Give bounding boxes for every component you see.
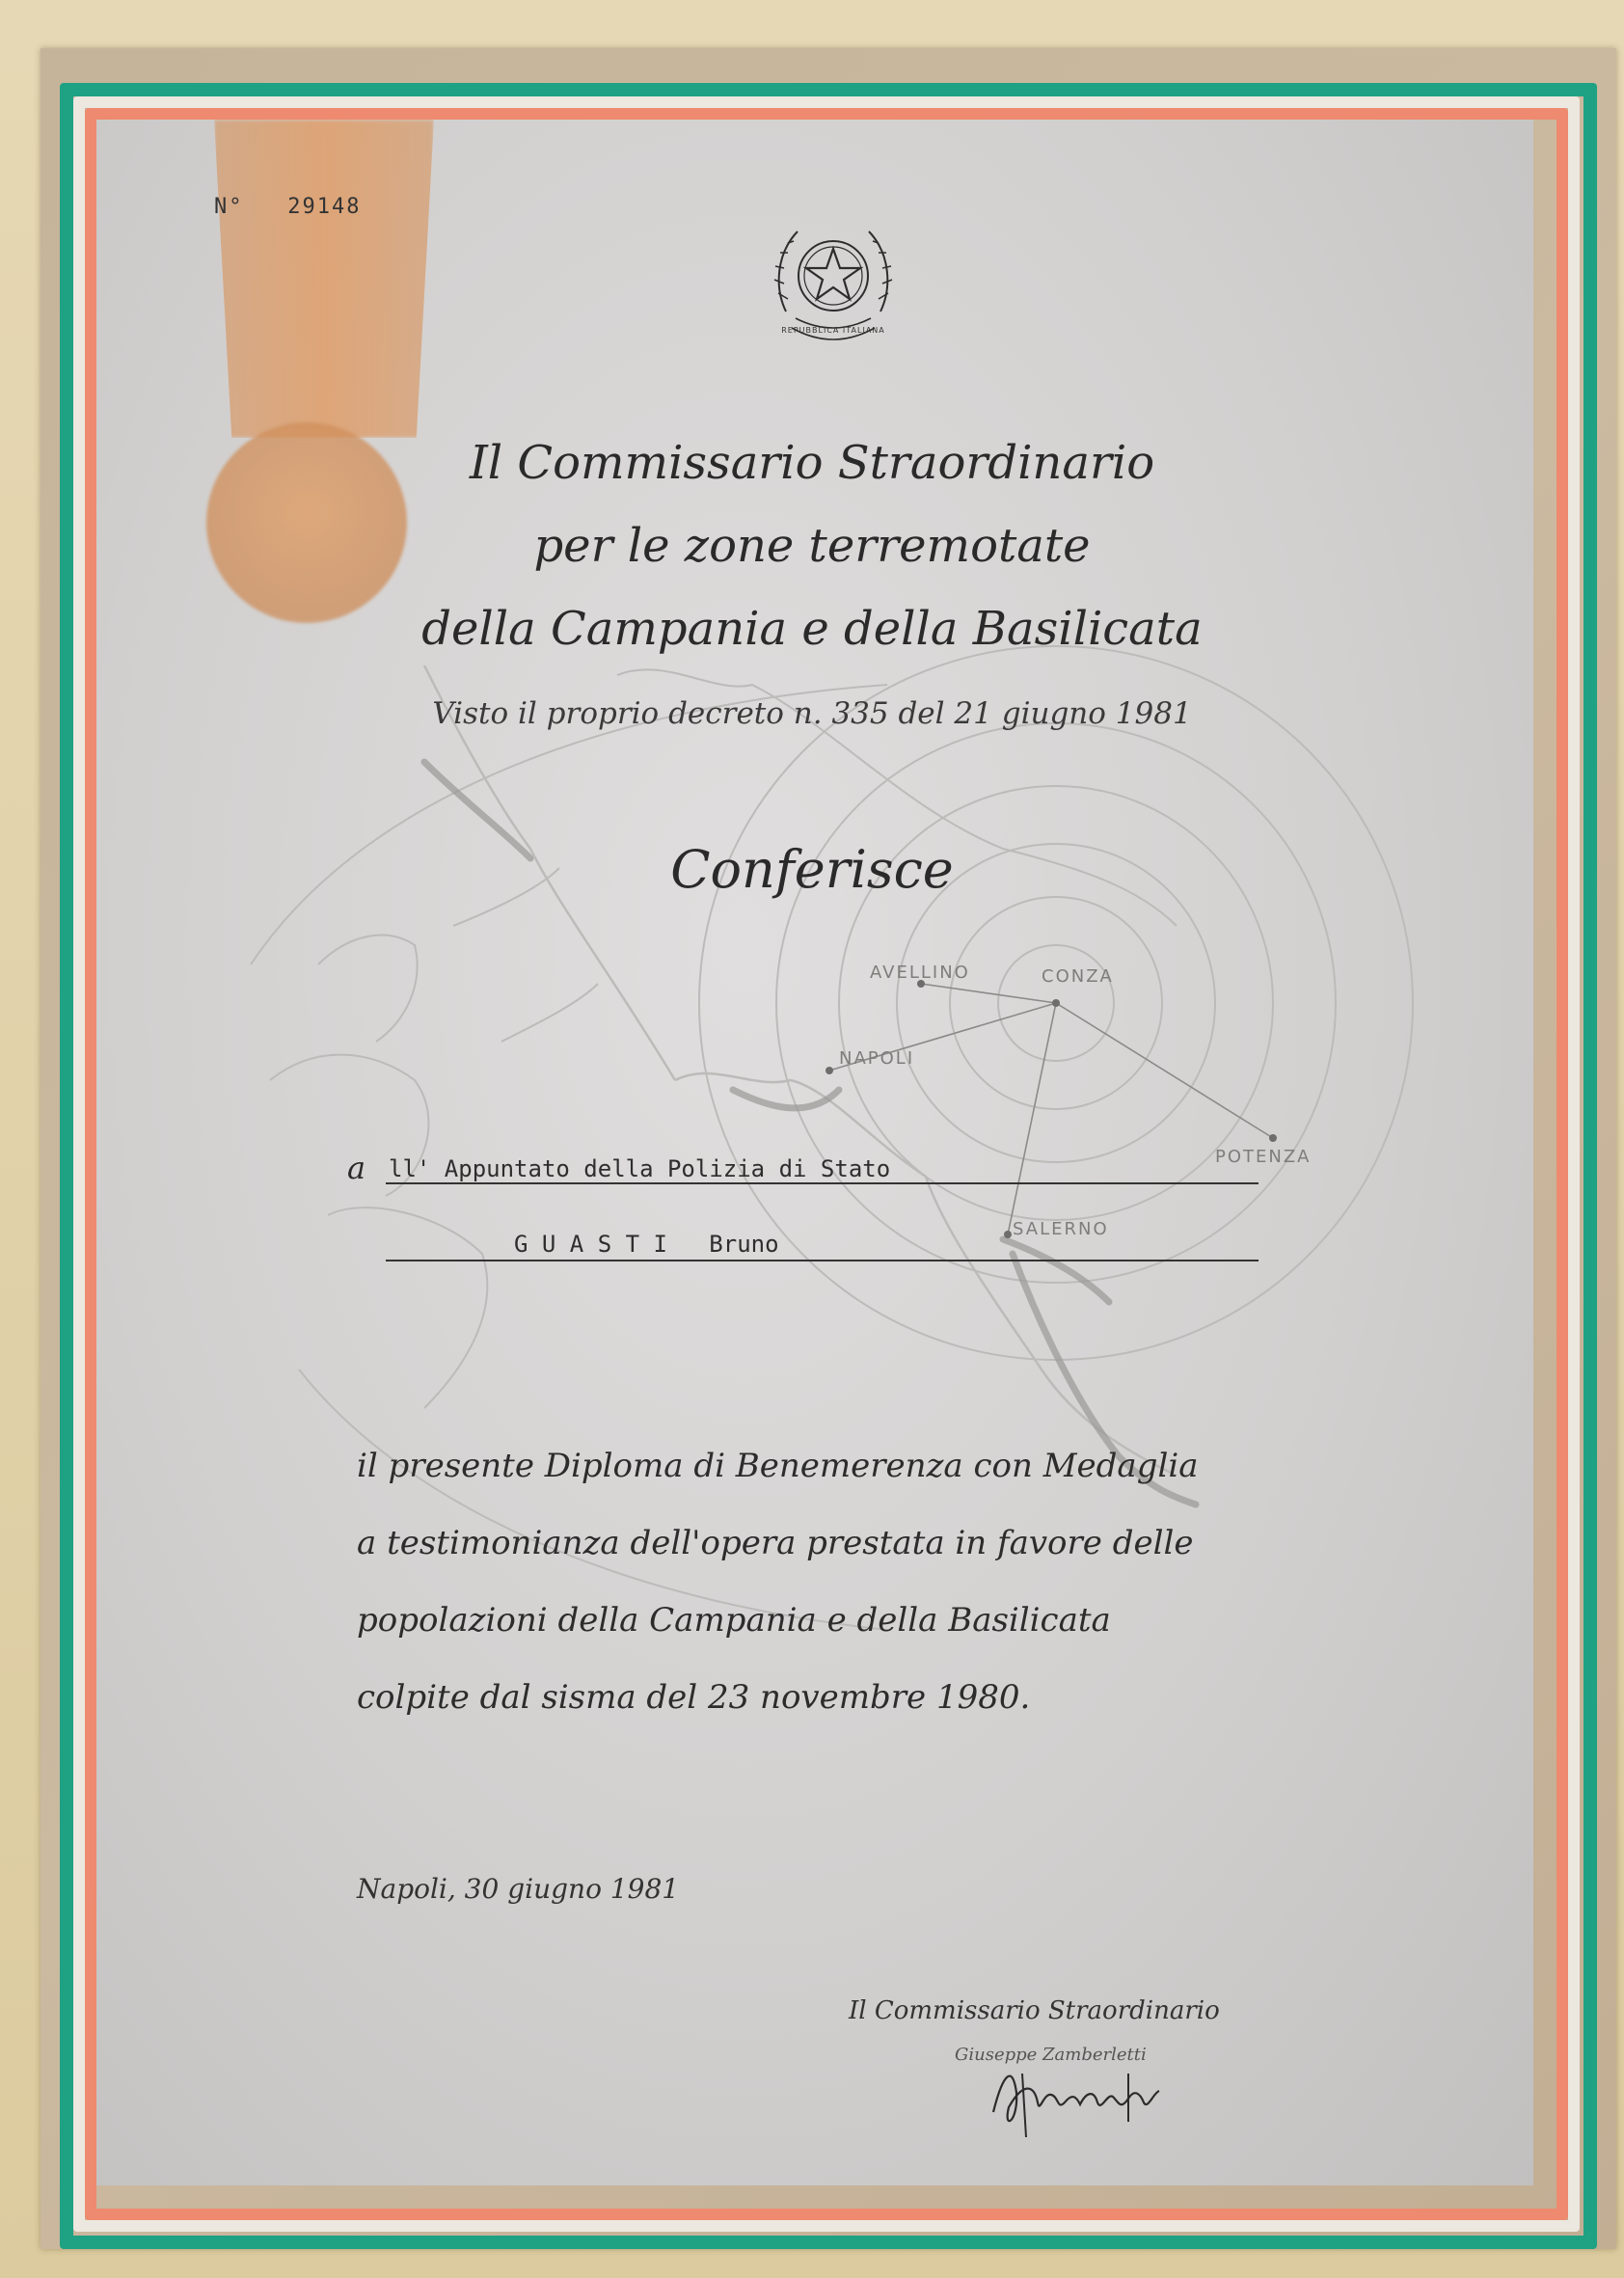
serial-value: 29148 (287, 195, 362, 219)
map-label-napoli: NAPOLI (839, 1048, 915, 1069)
place-and-date: Napoli, 30 giugno 1981 (357, 1873, 680, 1905)
map-label-conza: CONZA (1042, 966, 1114, 987)
serial-label: N° (214, 195, 244, 219)
recipient-rank-line (386, 1182, 1259, 1184)
body-line-2: a testimonianza dell'opera prestata in favore delle (357, 1524, 1194, 1562)
handwritten-signature (984, 2054, 1177, 2141)
recipient-prefix: a (347, 1150, 366, 1186)
map-label-avellino: AVELLINO (870, 963, 970, 983)
title-line-2: per le zone terremotate (533, 519, 1091, 573)
signatory-title: Il Commissario Straordinario (849, 1996, 1220, 2025)
medal-ribbon (214, 120, 434, 438)
embossed-map-illustration (212, 637, 1485, 1746)
title-line-1: Il Commissario Straordinario (469, 436, 1155, 490)
body-line-3: popolazioni della Campania e della Basilicata (357, 1601, 1111, 1640)
map-label-salerno: SALERNO (1013, 1219, 1109, 1239)
recipient-rank: ll' Appuntato della Polizia di Stato (389, 1155, 891, 1182)
title-line-3: della Campania e della Basilicata (421, 602, 1203, 656)
map-label-potenza: POTENZA (1215, 1147, 1312, 1167)
emblem-caption: REPUBBLICA ITALIANA (781, 326, 885, 335)
body-line-1: il presente Diploma di Benemerenza con Medaglia (357, 1447, 1199, 1485)
recipient-name-line (386, 1260, 1259, 1261)
recipient-name: G U A S T I Bruno (514, 1231, 779, 1258)
signatory-name: Giuseppe Zamberletti (955, 2045, 1147, 2065)
confers-heading: Conferisce (670, 839, 954, 900)
decree-reference: Visto il proprio decreto n. 335 del 21 giugno 1981 (432, 696, 1192, 731)
serial-number (214, 195, 361, 219)
body-line-4: colpite dal sisma del 23 novembre 1980. (357, 1678, 1031, 1717)
